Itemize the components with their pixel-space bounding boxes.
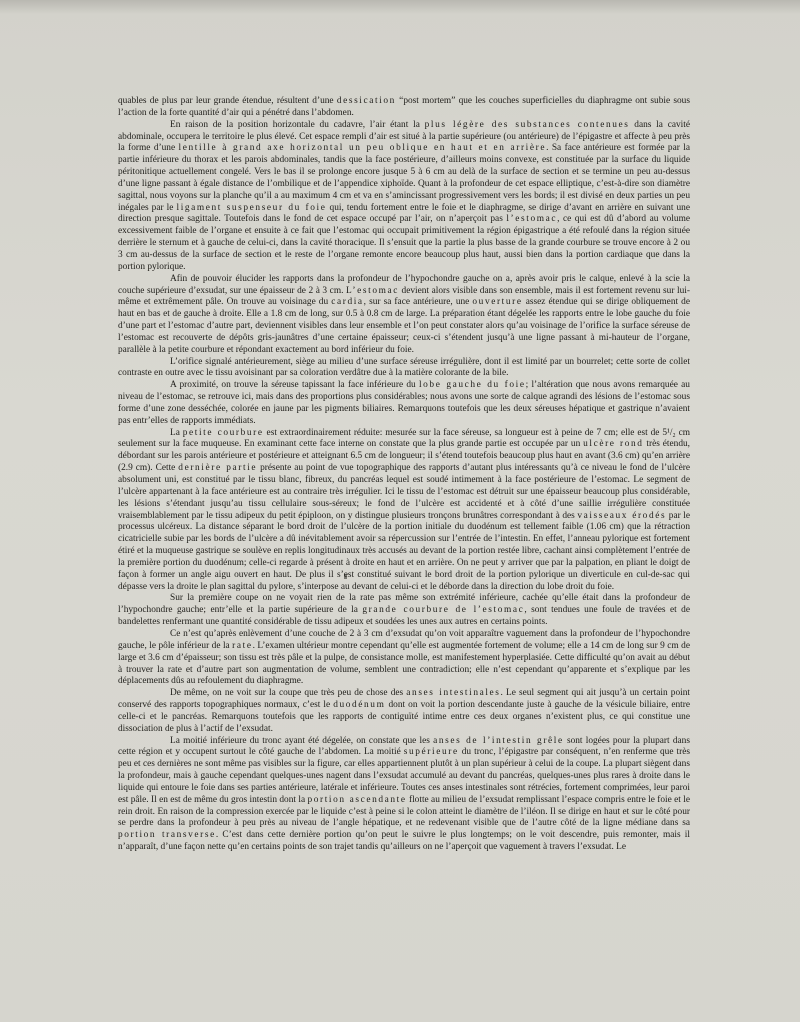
spaced-emphasis: rate bbox=[232, 640, 253, 651]
text-run: quables de plus par leur grande étendue, résultent d’une bbox=[118, 96, 337, 106]
paragraph bbox=[118, 357, 690, 381]
spaced-emphasis: anses intestinales bbox=[406, 688, 501, 699]
spaced-emphasis: lentille à grand axe horizontal un peu oblique en haut et en arrière bbox=[178, 143, 547, 154]
text-run: , sont tendues une foule de travées et de bandelettes renfermant une quantité considérable de tissu adipeux et soudées les unes aux autres en certains points. bbox=[118, 605, 691, 628]
text-run: , sur sa face antérieure, une bbox=[363, 297, 473, 308]
spaced-emphasis: ligament suspenseur du foie bbox=[176, 202, 327, 213]
spaced-emphasis: supérieure bbox=[403, 747, 459, 758]
text-run: qui, tendu fortement entre le foie et le diaphragme, se dirige d’avant en arrière en suivant une direction presque sagittale. Toutefois dans le fond de cet espace occupé par l’air, on n’aperçoit pas bbox=[118, 202, 690, 225]
text-run: . Sa face antérieure est formée par la partie inférieure du thorax et les parois abdominales, tandis que la face postérieure, d’ailleurs moins convexe, est constituée par la surface du liquide péritonitique actuellement congelé. Vers le bas il se prolonge encore jusque 5 à 6 cm au delà de la surface de section et se termine un peu au-dessus d’une ligne passant à égale distance de l’ombilique et de l’appendice xiphoïde. Quant à la profondeur de cet espace elliptique, c’est-à-dire son diamètre sagittal, nous voyons sur la planche qu’il a au maximum 4 cm et va en s’amincissant progressivement vers les bords; il est divisé en deux parties un peu inégales par le bbox=[118, 143, 690, 213]
text-run: La moitié inférieure du tronc ayant été dégelée, on constate que les bbox=[170, 735, 434, 746]
paragraph bbox=[118, 380, 690, 427]
text-run: est extraordinairement réduite: mesurée sur la face séreuse, sa longueur est à peine de 7 cm; elle est de 5¹/₂ cm seulement sur la face muqueuse. En examinant cette face interne on constate que la plus grande partie est occupée par un bbox=[118, 427, 691, 450]
spaced-emphasis: L’estomac bbox=[345, 285, 399, 296]
spaced-emphasis: plus légère des substances contenues bbox=[424, 119, 630, 130]
text-run: Afin de pouvoir élucider les rapports dans la profondeur de l’hypochondre gauche on a, après avoir pris le calque, enlevé à la scie la couche supérieure d’exsudat, sur une épaisseur de 2 à 3 cm. bbox=[118, 273, 690, 296]
text-run: ; l’altération que nous avons remarquée au niveau de l’estomac, se retrouve ici, mais dans des proportions plus considérables; nous avons une sorte de calque agrandi des lésions de l’estomac sous forme d’une zone desséchée, colorée en jaune par les pigments biliaires. Remarquons toutefois que les deux séreuses hépatique et gastrique n’avaient pas entr’elles de rapports immédiats. bbox=[118, 380, 690, 426]
text-run: Sur la première coupe on ne voyait rien de la rate pas même son extrémité inférieure, cachée qu’elle était dans la profondeur de l’hypochondre gauche; entr’elle et la partie supérieure de la bbox=[118, 593, 690, 616]
body-text bbox=[118, 96, 690, 854]
spaced-emphasis: grande courbure de l’estomac bbox=[362, 605, 525, 616]
text-run: Ce n’est qu’après enlèvement d’une couche de 2 à 3 cm d’exsudat qu’on voit apparaître vaguement dans la profondeur de l’hypochondre gauche, le pôle inférieur de la bbox=[118, 628, 690, 651]
paragraph bbox=[118, 688, 690, 735]
text-run: De même, on ne voit sur la coupe que très peu de chose des bbox=[170, 688, 407, 699]
text-run: . C’est dans cette dernière portion qu’on peut le suivre le plus longtemps; on le voit descendre, puis remonter, mais il n’apparaît, d’une façon nette qu’en certains points de son trajet tandis qu’ailleurs on ne l’aperçoit que vaguement à travers l’exsudat. Le bbox=[118, 830, 690, 853]
spaced-emphasis: vaisseaux érodés bbox=[577, 510, 667, 521]
paragraph bbox=[118, 274, 690, 357]
spaced-emphasis: ouverture bbox=[472, 297, 523, 308]
text-run: L’orifice signalé antérieurement, siège au milieu d’une surface séreuse irrégulière, dont il est limité par un bourrelet; cette sorte de collet contraste en outre avec le tissu avoisinant par sa coloration verdâtre due à la matière colorante de la bile. bbox=[118, 356, 690, 379]
text-run: du tronc, l’épigastre par conséquent, n’en renferme que très peu et ces dernières ne sont même pas visibles sur la figure, car elles appartiennent plutôt à un plan supérieur à celui de la coupe. La plupart siègent dans la profondeur, mais à gauche cependant quelques-unes nagent dans l’exsudat accumulé au devant du pancréas, quelques-unes plus rares à droite dans le liquide qui entoure le foie dans ses parties antérieure, latérale et inférieure. Toutes ces anses intestinales sont rétrécies, fortement comprimées, leur paroi est pâle. Il en est de même du gros intestin dont la bbox=[118, 747, 691, 805]
text-run: devient alors visible dans son ensemble, mais il est fortement revenu sur lui-même et extrêmement pâle. On trouve au voisinage du bbox=[118, 285, 690, 308]
scan-edge-shadow bbox=[0, 0, 800, 14]
spaced-emphasis: dernière partie bbox=[178, 463, 258, 474]
text-run: dont on voit la portion descendante juste à gauche de la vésicule biliaire, entre celle-ci et le pancréas. Remarquons toutefois que les rapports de contiguïté intime entre ces deux organes n’existent plus, ce qui constitue une dissociation de plus à l’actif de l’exsudat. bbox=[118, 700, 690, 734]
spaced-emphasis: cardia bbox=[331, 297, 364, 308]
text-run: sont logées pour la plupart dans cette région et y occupent surtout le côté gauche de l’abdomen. La moitié bbox=[118, 735, 690, 758]
spaced-emphasis: portion transverse bbox=[118, 830, 216, 841]
spaced-emphasis: petite courbure bbox=[182, 427, 264, 438]
spaced-emphasis: duodénum bbox=[333, 700, 386, 711]
text-run: présente au point de vue topographique des rapports d’autant plus intéressants qu’à ce niveau le fond de l’ulcère absolument uni, est constitué par le tissu blanc, fibreux, du pancréas lequel est soudé intimement à la face postérieure de l’estomac. Le segment de l’ulcère appartenant à la face antérieure est au contraire très irrégulier. Ici le tissu de l’estomac est détruit sur une épaisseur beaucoup plus considérable, les lésions s’étendant jusqu’au tissu cellulaire sous-séreux; le fond de l’ulcère est accidenté et à côté d’une saillie irrégulière constituée vraisemblablement par le tissu adipeux du petit épiploon, on y distingue plusieurs tronçons brunâtres correspondant à des bbox=[118, 463, 690, 521]
spaced-emphasis: ulcère rond bbox=[583, 439, 644, 450]
spaced-emphasis: portion ascendante bbox=[307, 794, 407, 805]
text-run: assez étendue qui se dirige obliquement de haut en bas et de gauche à droite. Elle a 1.8 cm de long, sur 0.5 à 0.8 cm de large. La préparation étant dégelée les rapports entre le lobe gauche du foie d’une part et l’estomac d’autre part, deviennent visibles dans leur ensemble et l’on peut constater alors qu’au voisinage de l’orifice la surface séreuse de l’estomac est recouverte de dépôts gris-jaunâtres d’une certaine épaisseur; ceux-ci s’étendent jusqu’à une ligne passant à mi-hauteur de l’organe, parallèle à la petite courbure et répondant exactement au bord inférieur du foie. bbox=[118, 297, 690, 355]
text-run: En raison de la position horizontale du cadavre, l’air étant la bbox=[170, 119, 425, 130]
spaced-emphasis: l’estomac bbox=[506, 214, 558, 225]
spaced-emphasis: anses de l’intestin grêle bbox=[433, 735, 564, 746]
text-run: très étendu, débordant sur les parois antérieure et postérieure et atteignant 6.5 cm de longueur; il s’étend toutefois beaucoup plus haut en avant (3.6 cm) qu’en arrière (2.9 cm). Cette bbox=[118, 439, 690, 474]
text-run: , ce qui est dû d’abord au volume excessivement faible de l’organe et ensuite à ce fait que l’estomac qui occupait primitivement la région épigastrique a été refoulé dans la région située derrière le sternum et à gauche de celui-ci, dans la cavité thoracique. Il s’ensuit que la partie la plus basse de la grande courbure se trouve encore à 2 ou 3 cm au-dessus de la surface de section et le reste de l’organe remonte encore beaucoup plus haut, aussi bien dans la portion cardiaque que dans la portion pylorique. bbox=[118, 214, 690, 272]
text-run: dans la cavité abdominale, occupera le territoire le plus élevé. Cet espace rempli d’air est situé à la partie supérieure (ou antérieure) de l’épigastre et affecte à peu près la forme d’une bbox=[118, 119, 690, 154]
text-run: “post mortem” que les couches superficielles du diaphragme ont subie sous l’action de la forte quantité d’air qui a pénétré dans l’abdomen. bbox=[118, 96, 690, 118]
paragraph bbox=[118, 96, 690, 120]
paragraph bbox=[118, 120, 690, 274]
text-run: . L’examen ultérieur montre cependant qu’elle est augmentée fortement de volume; elle a 14 cm de long sur 9 cm de large et 3.6 cm d’épaisseur; son tissu est très pâle et la pulpe, de consistance molle, est manifestement hyperplasiée. Cette difficulté qu’on avait au début à trouver la rate et d’autre part son augmentation de volume, semblent une contradiction; elle n’est cependant qu’apparente et s’explique par les déplacements dûs au refoulement du diaphragme. bbox=[118, 640, 690, 687]
paragraph bbox=[118, 629, 690, 688]
paragraph bbox=[118, 593, 690, 629]
paragraph bbox=[118, 736, 690, 854]
spaced-emphasis: lobe gauche du foie bbox=[418, 380, 526, 391]
text-run: La bbox=[170, 427, 183, 438]
text-run: par le processus ulcéreux. La distance séparant le bord droit de l’ulcère de la portion initiale du duodénum est tellement faible (1.06 cm) que la rétraction cicatricielle subie par les bords de l’ulcère a dû inévitablement avoir sa répercussion sur l’entrée de l’intestin. En effet, l’anneau pylorique est fortement étiré et la muqueuse gastrique se soulève en replis longitudinaux très accusés au devant de la portion restée libre, cachant ainsi complètement l’entrée de la première portion du duodénum; celle-ci regarde à présent à droite en haut et en arrière. On ne peut y arriver que par la palpation, en pliant le doigt de façon à former un angle aigu ouvert en haut. De plus il s’est constitué suivant le bord droit de la portion pylorique un diverticule en cul-de-sac qui dépasse vers la droite le plan sagittal du pylore, s’interpose au devant de celui-ci et le déborde dans la direction du lobe droit du foie. bbox=[118, 510, 690, 592]
text-run: A proximité, on trouve la séreuse tapissant la face inférieure du bbox=[170, 380, 419, 391]
text-run: . Le seul segment qui ait jusqu’à un certain point conservé des rapports topographiques normaux, c’est le bbox=[118, 688, 690, 711]
spaced-emphasis: dessication bbox=[336, 96, 396, 106]
text-run: flotte au milieu de l’exsudat remplissant l’espace compris entre le foie et le rein droit. En raison de la compression exercée par le liquide c’est à peine si le colon atteint le diamètre de l’iléon. Il se dirige en haut et sur le côté pour se perdre dans la profondeur à peu près au niveau de l’angle hépatique, et ne redevenant visible que de l’autre côté de la ligne médiane dans sa bbox=[118, 794, 690, 829]
paragraph bbox=[118, 428, 690, 594]
